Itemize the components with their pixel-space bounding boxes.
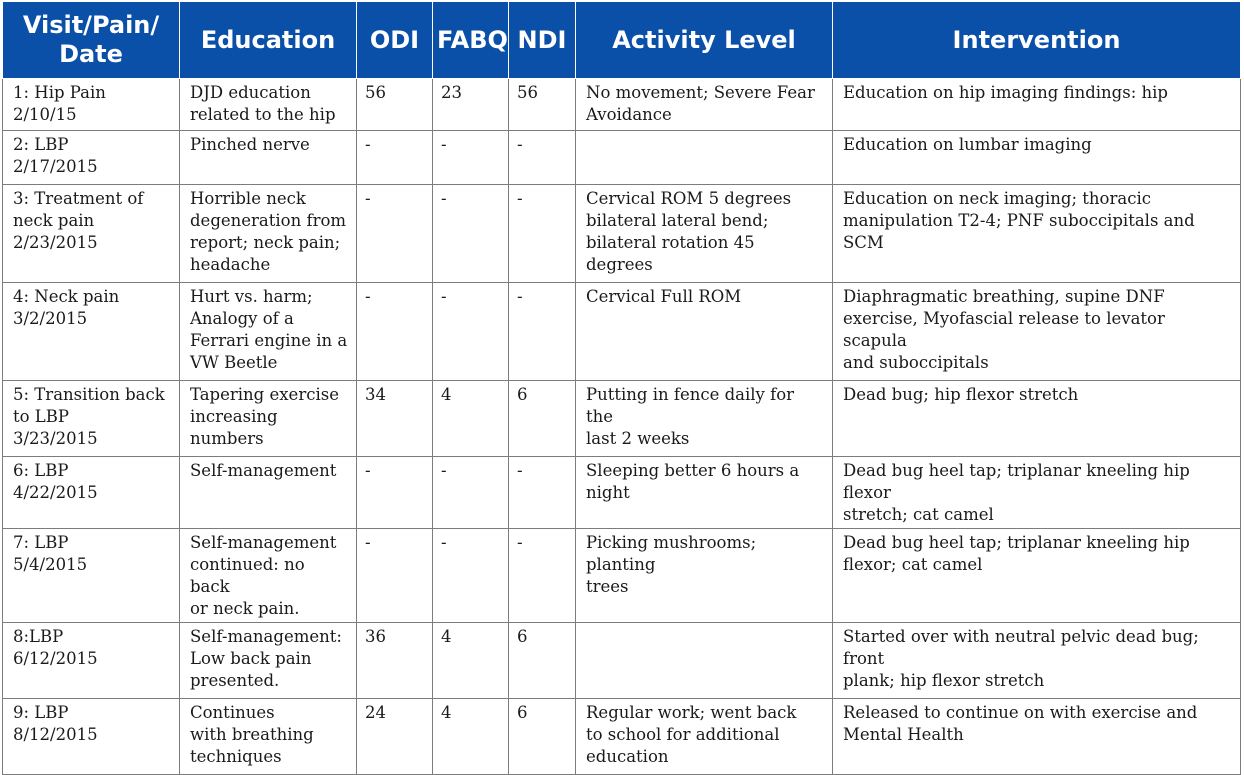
table-row [3, 79, 1241, 131]
education-cell: Pinched nerve [180, 131, 357, 185]
fabq-cell: - [433, 529, 509, 623]
ndi-cell: - [509, 131, 576, 185]
table-row [3, 457, 1241, 529]
visit-cell: 3: Treatment of neck pain 2/23/2015 [3, 185, 180, 283]
odi-cell: - [357, 283, 433, 381]
table-row [3, 131, 1241, 185]
activity-level-cell: Putting in fence daily for the last 2 weeks [576, 381, 833, 457]
fabq-cell: 4 [433, 623, 509, 699]
odi-cell: 34 [357, 381, 433, 457]
ndi-cell: - [509, 283, 576, 381]
intervention-cell: Started over with neutral pelvic dead bug; front plank; hip flexor stretch [833, 623, 1241, 699]
intervention-cell: Dead bug heel tap; triplanar kneeling hip flexor stretch; cat camel [833, 457, 1241, 529]
odi-cell: - [357, 529, 433, 623]
fabq-cell: - [433, 283, 509, 381]
visit-summary-table [2, 1, 1241, 775]
fabq-cell: 4 [433, 699, 509, 775]
visit-cell: 2: LBP 2/17/2015 [3, 131, 180, 185]
table-row [3, 283, 1241, 381]
intervention-cell: Education on neck imaging; thoracic manipulation T2-4; PNF suboccipitals and SCM [833, 185, 1241, 283]
odi-cell: - [357, 457, 433, 529]
intervention-cell: Education on hip imaging findings: hip [833, 79, 1241, 131]
ndi-cell: 56 [509, 79, 576, 131]
table-row [3, 381, 1241, 457]
header-fabq: FABQ [433, 2, 509, 79]
ndi-cell: - [509, 457, 576, 529]
intervention-cell: Education on lumbar imaging [833, 131, 1241, 185]
header-odi: ODI [357, 2, 433, 79]
education-cell: DJD education related to the hip [180, 79, 357, 131]
education-cell: Self-management [180, 457, 357, 529]
visit-cell: 8:LBP 6/12/2015 [3, 623, 180, 699]
visit-cell: 9: LBP 8/12/2015 [3, 699, 180, 775]
activity-level-cell [576, 623, 833, 699]
education-cell: Tapering exercise increasing numbers [180, 381, 357, 457]
fabq-cell: - [433, 131, 509, 185]
fabq-cell: - [433, 185, 509, 283]
table-row [3, 529, 1241, 623]
education-cell: Self-management continued: no back or neck pain. [180, 529, 357, 623]
table-header-row [3, 2, 1241, 79]
odi-cell: - [357, 131, 433, 185]
visit-cell: 7: LBP 5/4/2015 [3, 529, 180, 623]
visit-cell: 5: Transition back to LBP 3/23/2015 [3, 381, 180, 457]
ndi-cell: 6 [509, 699, 576, 775]
odi-cell: 56 [357, 79, 433, 131]
header-visit: Visit/Pain/ Date [3, 2, 180, 79]
activity-level-cell: Cervical ROM 5 degrees bilateral lateral bend; bilateral rotation 45 degrees [576, 185, 833, 283]
header-intervention: Intervention [833, 2, 1241, 79]
intervention-cell: Diaphragmatic breathing, supine DNF exercise, Myofascial release to levator scapula and suboccipitals [833, 283, 1241, 381]
activity-level-cell: Sleeping better 6 hours a night [576, 457, 833, 529]
odi-cell: - [357, 185, 433, 283]
visit-cell: 6: LBP 4/22/2015 [3, 457, 180, 529]
ndi-cell: 6 [509, 381, 576, 457]
fabq-cell: 23 [433, 79, 509, 131]
table-row [3, 699, 1241, 775]
activity-level-cell [576, 131, 833, 185]
activity-level-cell: Cervical Full ROM [576, 283, 833, 381]
activity-level-cell: Picking mushrooms; planting trees [576, 529, 833, 623]
header-activity-level: Activity Level [576, 2, 833, 79]
table-row [3, 623, 1241, 699]
ndi-cell: 6 [509, 623, 576, 699]
header-ndi: NDI [509, 2, 576, 79]
intervention-cell: Dead bug; hip flexor stretch [833, 381, 1241, 457]
intervention-cell: Dead bug heel tap; triplanar kneeling hip flexor; cat camel [833, 529, 1241, 623]
ndi-cell: - [509, 529, 576, 623]
table-row [3, 185, 1241, 283]
fabq-cell: - [433, 457, 509, 529]
odi-cell: 24 [357, 699, 433, 775]
header-education: Education [180, 2, 357, 79]
intervention-cell: Released to continue on with exercise and Mental Health [833, 699, 1241, 775]
education-cell: Horrible neck degeneration from report; neck pain; headache [180, 185, 357, 283]
education-cell: Continues with breathing techniques [180, 699, 357, 775]
education-cell: Self-management: Low back pain presented. [180, 623, 357, 699]
visit-cell: 4: Neck pain 3/2/2015 [3, 283, 180, 381]
odi-cell: 36 [357, 623, 433, 699]
fabq-cell: 4 [433, 381, 509, 457]
ndi-cell: - [509, 185, 576, 283]
education-cell: Hurt vs. harm; Analogy of a Ferrari engine in a VW Beetle [180, 283, 357, 381]
visit-cell: 1: Hip Pain 2/10/15 [3, 79, 180, 131]
activity-level-cell: Regular work; went back to school for additional education [576, 699, 833, 775]
activity-level-cell: No movement; Severe Fear Avoidance [576, 79, 833, 131]
